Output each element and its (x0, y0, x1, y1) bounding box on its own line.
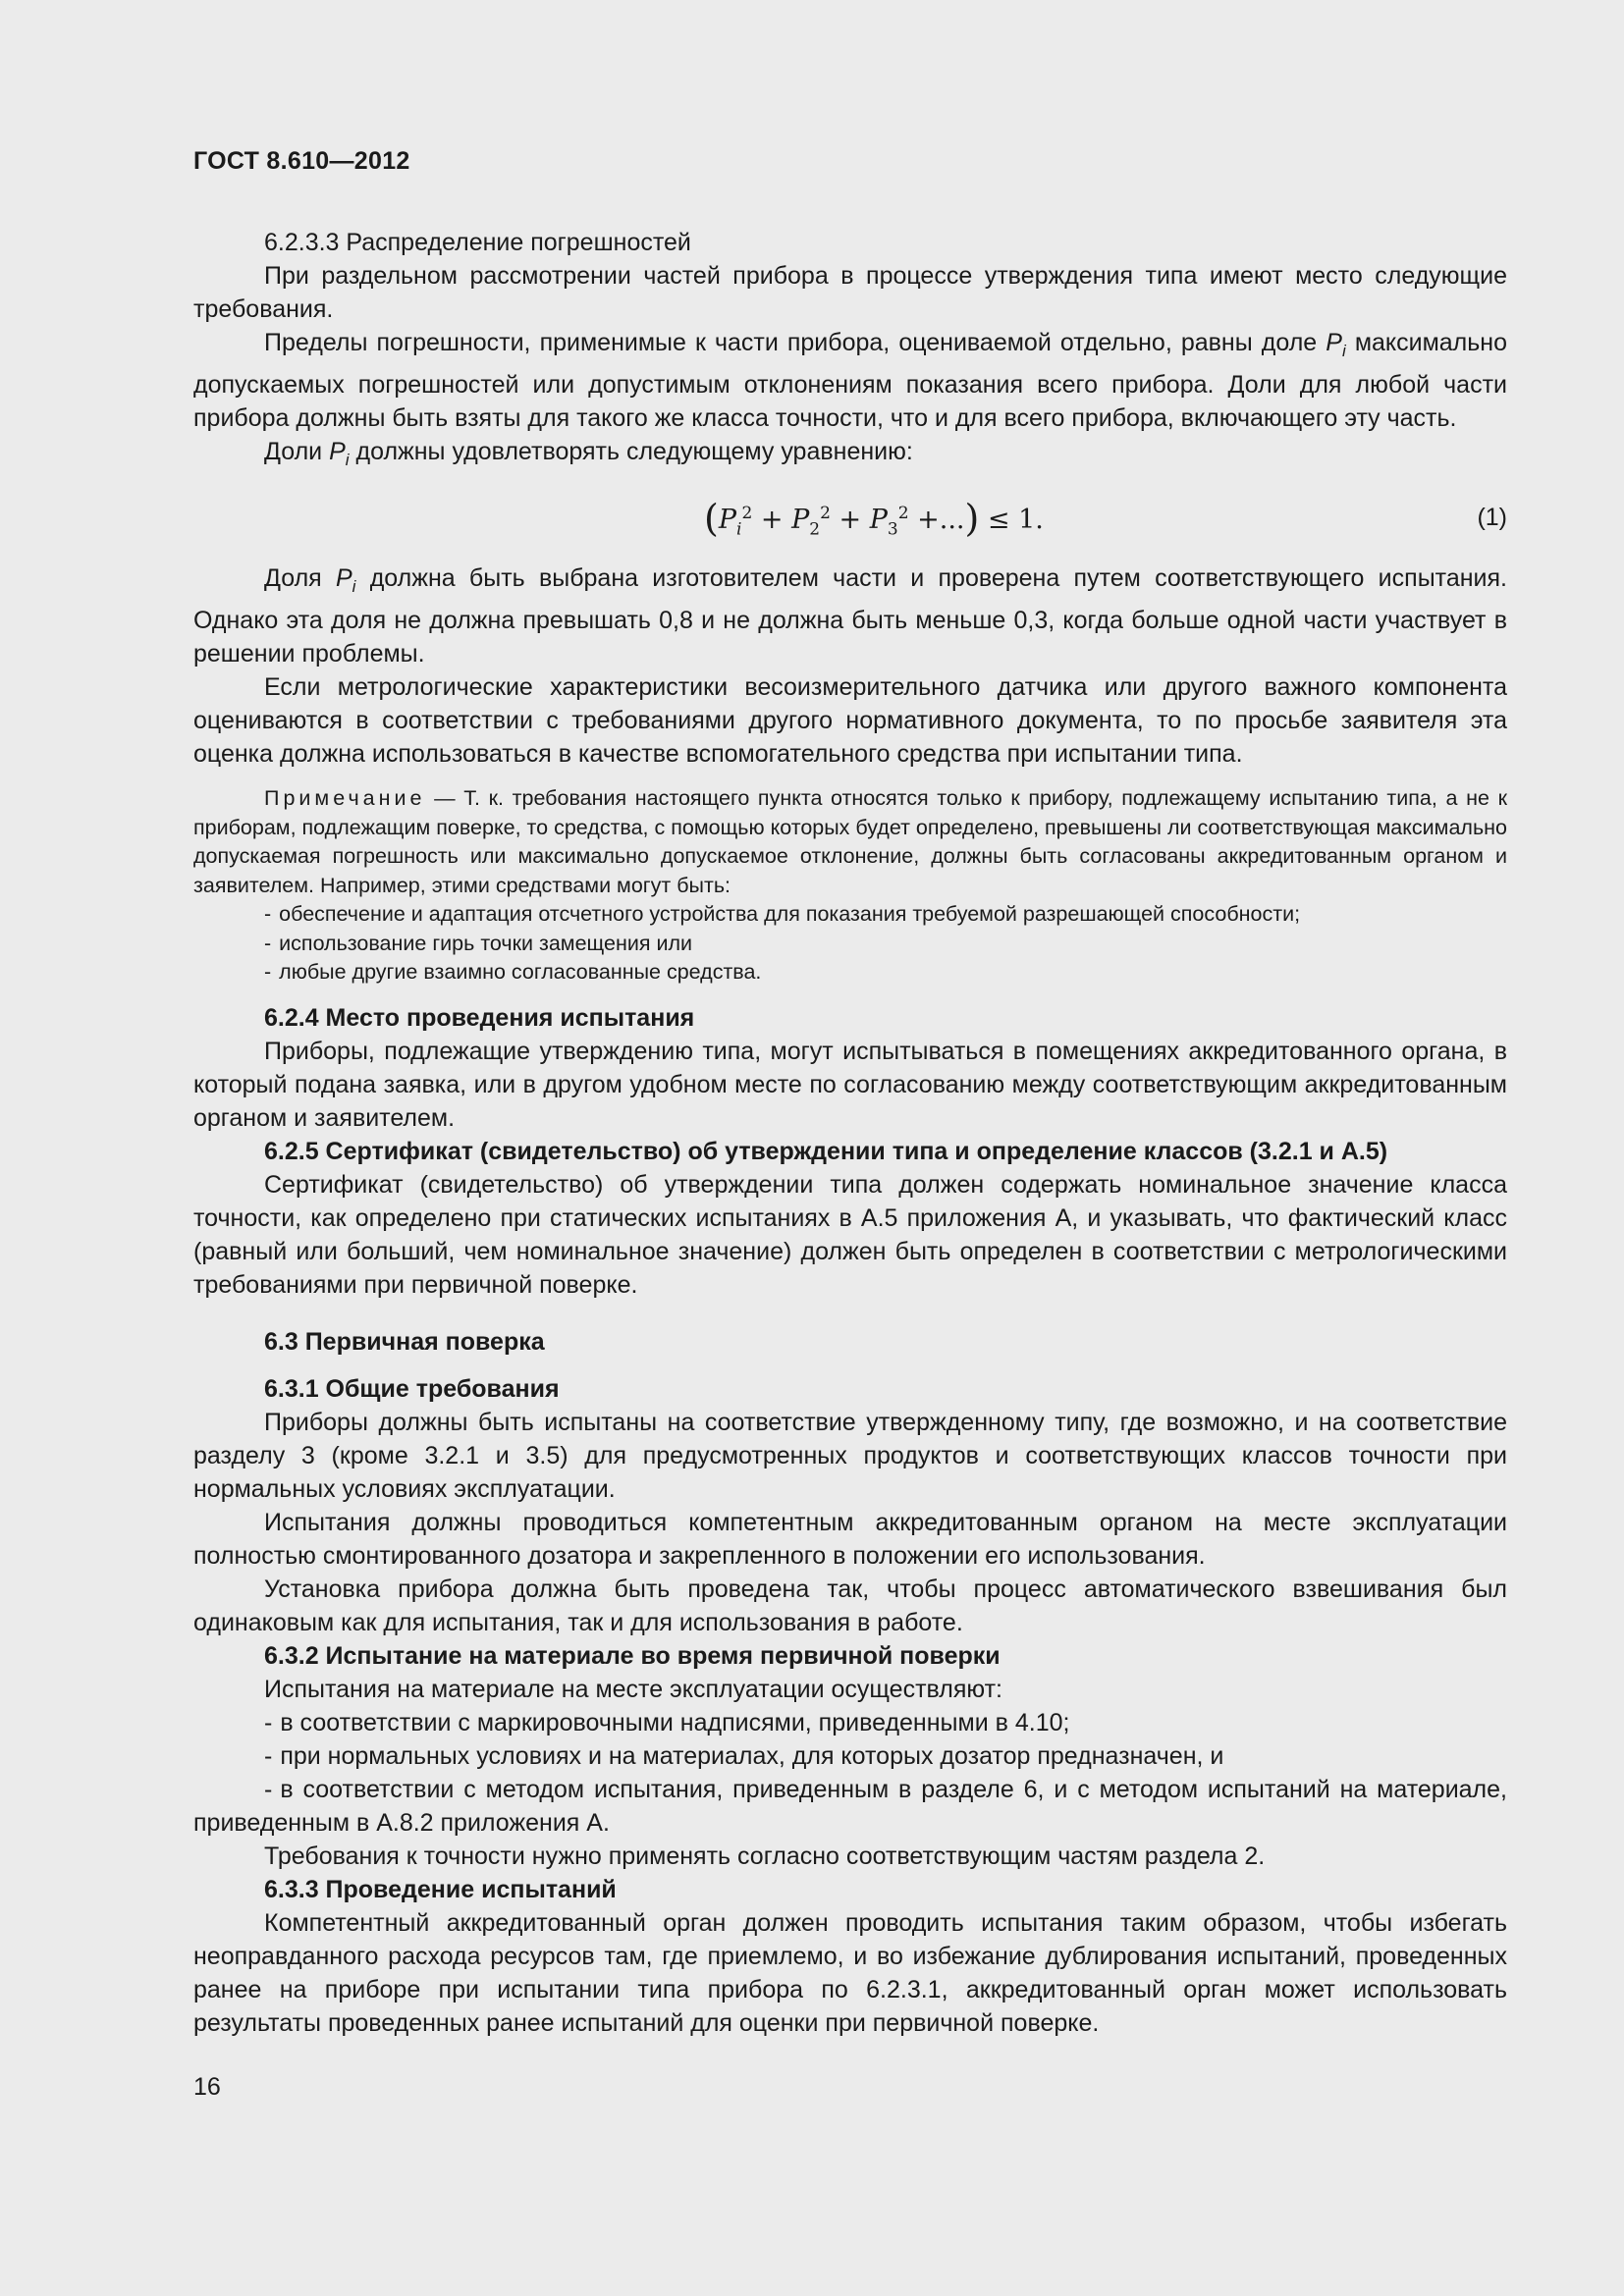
paragraph-text: должна быть выбрана изготовителем части и проверена путем соответствующего испытания. Однако эта доля не должна превышать 0,8 и не должна быть меньше 0,3, когда больше одной части участвует в решении проблемы. (193, 564, 1507, 667)
paragraph: Установка прибора должна быть проведена так, чтобы процесс автоматического взвешивания был одинаковым как для испытания, так и для использования в работе. (193, 1575, 1507, 1636)
section-6-2-3-3-heading: 6.2.3.3 Распределение погрешностей (264, 229, 691, 256)
section-6-3-2-heading: 6.3.2 Испытание на материале во время первичной поверки (264, 1641, 1001, 1670)
list-item: - при нормальных условиях и на материалах, для которых дозатор предназначен, и (264, 1741, 1224, 1770)
bullet-list (193, 1706, 1507, 1840)
list-item: - обеспечение и адаптация отсчетного устройства для показания требуемой разрешающей способности; (264, 902, 1301, 926)
paragraph: Если метрологические характеристики весоизмерительного датчика или другого важного компонента оцениваются в соответствии с требованиями другого нормативного документа, то по просьбе заявителя эта оценка должна использоваться в качестве вспомогательного средства при испытании типа. (193, 673, 1507, 768)
document-body (193, 226, 1507, 2040)
page-number: 16 (193, 2073, 221, 2101)
variable-p-i: $P_i$ (1326, 329, 1346, 360)
note-list (193, 900, 1507, 988)
note-label: Примечание (264, 786, 426, 810)
paragraph: При раздельном рассмотрении частей прибора в процессе утверждения типа имеют место следующие требования. (193, 262, 1507, 323)
list-item: - любые другие взаимно согласованные средства. (264, 960, 762, 984)
equation-rhs: ≤ 1. (987, 505, 1044, 535)
paragraph-text: Доля (264, 564, 322, 592)
paragraph (193, 561, 1507, 670)
paragraph (193, 435, 1507, 477)
section-6-3-3-heading: 6.3.3 Проведение испытаний (264, 1875, 617, 1903)
equation-expression: ($P_i^2 + P_2^2 + P_3^2$ +...) ≤ 1. (704, 497, 1044, 540)
paragraph (193, 326, 1507, 435)
document-code-header: ГОСТ 8.610—2012 (193, 147, 410, 175)
equation-1 (193, 487, 1507, 552)
paragraph-text: максимально допускаемых погрешностей или допустимым отклонениям показания всего прибора. Доли для любой части прибора должны быть взяты для такого же класса точности, что и для всего прибора, включающего эту часть. (193, 329, 1508, 432)
paragraph: Приборы, подлежащие утверждению типа, могут испытываться в помещениях аккредитованного органа, в который подана заявка, или в другом удобном месте по согласованию между соответствующим аккредитованным органом и заявителем. (193, 1037, 1507, 1132)
paragraph: Испытания на материале на месте эксплуатации осуществляют: (264, 1675, 1002, 1703)
variable-p-i: $P_i$ (329, 438, 350, 469)
paragraph: Сертификат (свидетельство) об утверждении типа должен содержать номинальное значение класса точности, как определено при статических испытаниях в А.5 приложения А, и указывать, что фактический класс (равный или больший, чем номинальное значение) должен быть определен в соответствии с метрологическими требованиями при первичной поверке. (193, 1170, 1507, 1299)
section-6-2-5-heading: 6.2.5 Сертификат (свидетельство) об утверждении типа и определение классов (3.2.1 и А.5) (264, 1137, 1388, 1165)
section-6-3-1-heading: 6.3.1 Общие требования (264, 1374, 560, 1403)
section-6-3-heading: 6.3 Первичная поверка (264, 1327, 545, 1356)
paragraph-text: Доли (264, 438, 323, 465)
list-item: - в соответствии с методом испытания, приведенным в разделе 6, и с методом испытаний на материале, приведенным в А.8.2 приложения А. (193, 1775, 1507, 1837)
paragraph-text: Пределы погрешности, применимые к части прибора, оцениваемой отдельно, равны доле (264, 329, 1318, 356)
paragraph: Компетентный аккредитованный орган должен проводить испытания таким образом, чтобы избегать неоправданного расхода ресурсов там, где приемлемо, и во избежание дублирования испытаний, проведенных ранее на приборе при испытании типа прибора по 6.2.3.1, аккредитованный орган может использовать результаты проведенных ранее испытаний для оценки при первичной поверке. (193, 1908, 1507, 2037)
note-text: — Т. к. требования настоящего пункта относятся только к прибору, подлежащему испытанию типа, а не к приборам, подлежащим поверке, то средства, с помощью которых будет определено, превышены ли соответствующая максимально допускаемая погрешность или максимально допускаемое отклонение, должны быть согласованы аккредитованным органом и заявителем. Например, этими средствами могут быть: (193, 786, 1507, 897)
note (193, 784, 1507, 900)
paragraph: Приборы должны быть испытаны на соответствие утвержденному типу, где возможно, и на соответствие разделу 3 (кроме 3.2.1 и 3.5) для предусмотренных продуктов и соответствующих классов точности при нормальных условиях эксплуатации. (193, 1408, 1507, 1503)
variable-p-i: $P_i$ (335, 564, 356, 596)
paragraph-text: должны удовлетворять следующему уравнению: (355, 438, 913, 465)
list-item: - использование гирь точки замещения или (264, 931, 693, 955)
equation-number: (1) (1477, 504, 1507, 531)
paragraph: Требования к точности нужно применять согласно соответствующим частям раздела 2. (264, 1842, 1266, 1870)
section-6-2-4-heading: 6.2.4 Место проведения испытания (264, 1003, 695, 1032)
list-item: - в соответствии с маркировочными надписями, приведенными в 4.10; (264, 1708, 1070, 1736)
paragraph: Испытания должны проводиться компетентным аккредитованным органом на месте эксплуатации полностью смонтированного дозатора и закрепленного в положении его использования. (193, 1508, 1507, 1570)
